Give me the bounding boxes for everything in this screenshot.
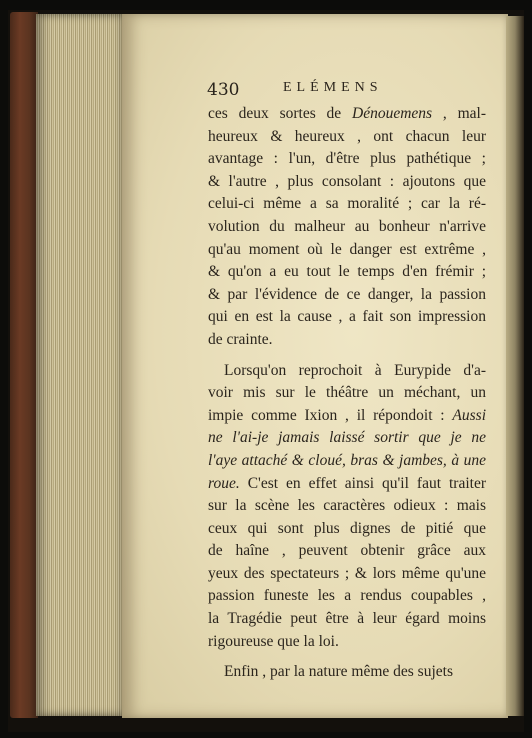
text-line xyxy=(208,563,486,586)
text-run: sur la scène les caractères odieux : mais xyxy=(208,497,486,515)
facing-page-edge xyxy=(506,16,524,716)
text-line xyxy=(208,148,486,171)
italic-text: ne l'ai-je jamais laissé sortir que je ne xyxy=(208,429,486,447)
page-number: 430 xyxy=(207,80,240,100)
text-run: qui en est la cause , a fait son impression xyxy=(208,308,486,326)
text-line xyxy=(208,631,486,654)
text-line xyxy=(208,585,486,608)
text-line xyxy=(208,473,486,496)
text-run: voir mis sur le théâtre un méchant, un xyxy=(208,384,486,402)
text-line xyxy=(208,306,486,329)
text-line xyxy=(208,284,486,307)
text-run: & qu'on a eu tout le temps d'en frémir ; xyxy=(208,263,486,281)
text-line xyxy=(208,261,486,284)
text-line xyxy=(208,360,486,383)
text-line xyxy=(208,540,486,563)
text-run: yeux des spectateurs ; & lors même qu'une xyxy=(208,564,486,582)
text-run: passion funeste les a rendus coupables , xyxy=(208,587,486,605)
text-line xyxy=(208,329,486,352)
text-run: C'est en effet ainsi qu'il faut traiter xyxy=(239,474,486,492)
text-run: de haîne , peuvent obtenir grâce aux xyxy=(208,542,486,560)
text-run: avantage : l'un, d'être plus pathétique ; xyxy=(208,150,486,168)
text-run: heureux & heureux , ont chacun leur xyxy=(208,127,486,145)
text-run: qu'au moment où le danger est extrême , xyxy=(208,240,486,258)
page-header xyxy=(207,80,497,102)
book-cover-edge xyxy=(10,12,38,718)
text-line xyxy=(208,608,486,631)
text-run: volution du malheur au bonheur n'arrive xyxy=(208,217,486,235)
body-text xyxy=(208,103,486,684)
paragraph-spacer xyxy=(208,352,486,360)
paragraph xyxy=(208,103,486,352)
text-run: & par l'évidence de ce danger, la passion xyxy=(208,285,486,303)
text-line xyxy=(208,382,486,405)
paragraph xyxy=(208,661,486,684)
text-run: , mal- xyxy=(432,105,487,122)
paragraph-spacer xyxy=(208,653,486,661)
text-run: & l'autre , plus consolant : ajoutons que xyxy=(208,172,486,190)
text-line xyxy=(208,103,486,126)
text-line xyxy=(208,450,486,473)
italic-text: l'aye attaché & cloué, bras & jambes, à une xyxy=(208,451,486,469)
text-line xyxy=(208,518,486,541)
text-line xyxy=(208,495,486,518)
text-line xyxy=(208,126,486,149)
text-line xyxy=(208,216,486,239)
running-title: ELÉMENS xyxy=(283,80,383,95)
text-run: celui-ci même a sa moralité ; car la ré- xyxy=(208,195,486,213)
text-line xyxy=(208,171,486,194)
text-run: Enfin , par la nature même des sujets xyxy=(224,663,453,681)
text-line xyxy=(208,193,486,216)
paragraph xyxy=(208,360,486,654)
text-line xyxy=(208,661,486,684)
text-run: ceux qui sont plus dignes de pitié que xyxy=(208,519,486,537)
italic-text: Aussi xyxy=(452,406,486,424)
text-run: impie comme Ixion , il répondoit : xyxy=(208,406,453,424)
text-line xyxy=(208,427,486,450)
text-run: de crainte. xyxy=(208,330,273,348)
text-line xyxy=(208,239,486,262)
text-run: Lorsqu'on reprochoit à Eurypide d'a- xyxy=(224,361,486,379)
page-block-edges xyxy=(36,14,126,716)
italic-text: roue. xyxy=(208,474,240,492)
text-run: rigoureuse que la loi. xyxy=(208,632,339,650)
italic-text: Dénouemens xyxy=(352,105,433,122)
text-run: la Tragédie peut être à leur égard moins xyxy=(208,610,486,628)
text-line xyxy=(208,405,486,428)
text-run: ces deux sortes de xyxy=(208,105,353,122)
